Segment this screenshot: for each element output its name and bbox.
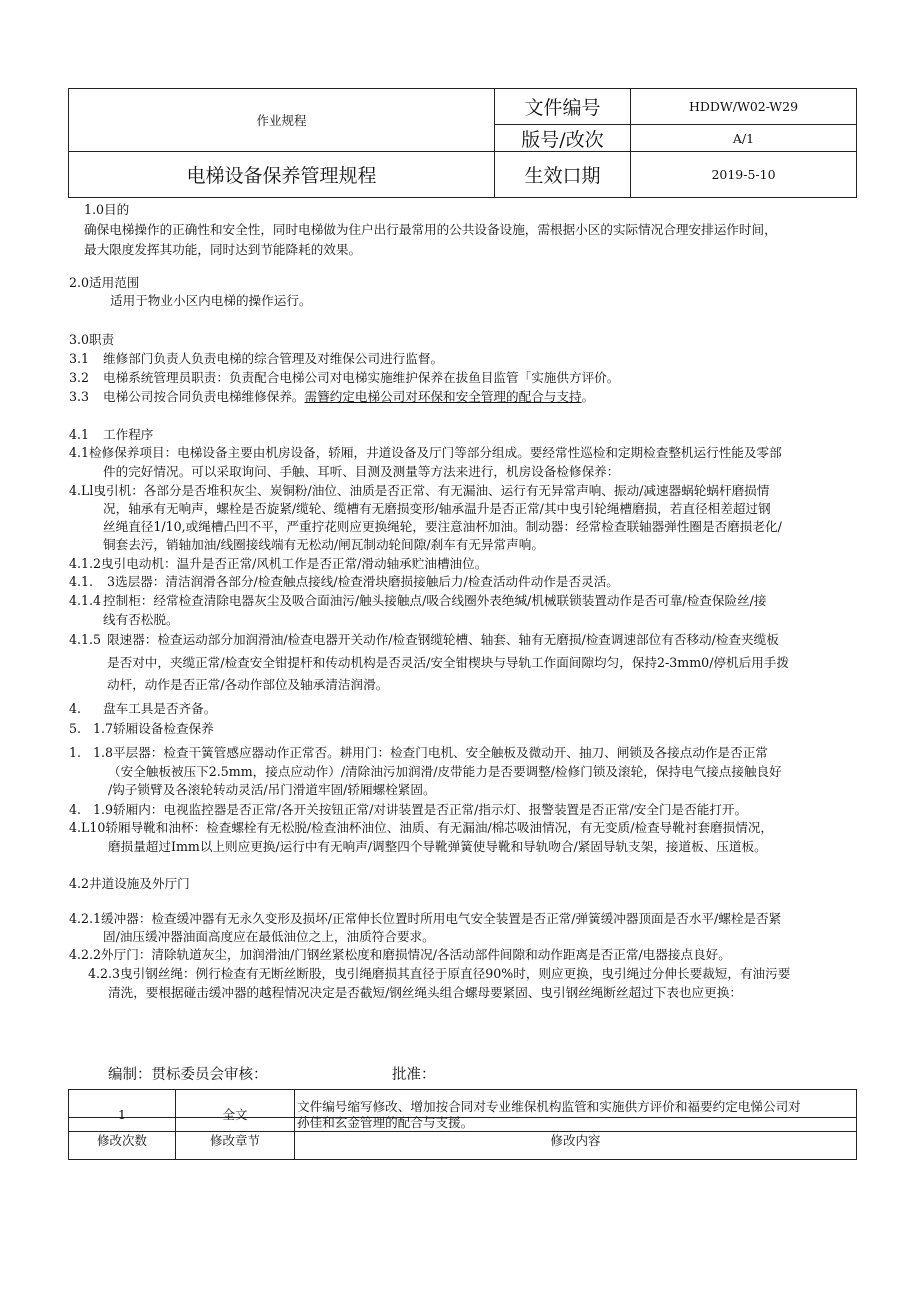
revision-content-cell: 文件编号缩写修改、增加按合同对专业维保机构监管和实施供方评价和福要约定电悌公司对 xyxy=(297,1099,801,1114)
paragraph: 动杆，动作是否正常/各动作部位及轴承清洁润滑。 xyxy=(107,677,389,692)
paragraph: 4.1.2曳引电动机：温升是否正常/风机工作是否正常/滑动轴承贮油槽油位。 xyxy=(69,556,488,571)
item-number: 3.3 xyxy=(69,389,90,404)
paragraph: 限速器：检查运动部分加润滑油/检查电器开关动作/检查钢缆轮槽、轴套、轴有无磨损/检查调速部位有否移动/检查夹缆板 xyxy=(107,632,779,647)
section-shaft-heading: 4.2井道设施及外厅门 xyxy=(69,876,190,891)
paragraph: 盘车工具是否齐备。 xyxy=(103,701,217,716)
paragraph: 4.1检修保养项目：电梯设备主要由机房设备，轿厢，井道设备及厅门等部分组成。要经常性巡检和定期检查整机运行性能及零部 xyxy=(69,445,782,460)
item-number: 4. xyxy=(69,701,82,716)
paragraph: 3选层器：清洁润滑各部分/检查触点接线/检查滑块磨损接触后力/检查活动件动作是否灵活。 xyxy=(107,574,619,589)
column-header-content: 修改内容 xyxy=(550,1133,601,1148)
paragraph: 最大限度发挥其功能，同时达到节能降耗的效果。 xyxy=(84,242,362,257)
section-procedure-heading: 工作程序 xyxy=(103,427,154,442)
approver-label: 批准： xyxy=(392,1067,436,1083)
paragraph: 4.2.2外厅门：清除轨道灰尘，加润滑油/门钢丝紧松度和磨损情况/各活动部件间隙和动作距离是否正常/电器接点良好。 xyxy=(69,947,731,962)
doc-category: 作业规程 xyxy=(256,113,307,128)
editor-reviewer-label: 编制：贯标委员会审核： xyxy=(108,1067,268,1083)
paragraph: 4.Ll曳引机：各部分是否堆积灰尘、炭铜粉/油位、油质是否正常、有无漏油、运行有无异常声响、振动/减速器蜗轮蜗杆磨损情 xyxy=(69,483,770,498)
section-scope-heading: 2.0适用范围 xyxy=(69,275,140,290)
column-header-chapter: 修改章节 xyxy=(209,1133,260,1148)
paragraph: 磨损量超过Imm以上则应更换/运行中有无响声/调整四个导靴弹簧使导靴和导轨吻合/紧固导轨支架，接道板、压道板。 xyxy=(108,839,767,854)
version-value: A/1 xyxy=(732,130,755,146)
section-purpose-heading: 1.0目的 xyxy=(84,202,130,217)
item-number: 4.1.4 xyxy=(69,593,102,608)
paragraph: （安全触板被压下2.5mm，接点应动作）/清除油污加润滑/皮带能力是否要调整/检修门锁及滚轮，保持电气接点接触良好 xyxy=(108,764,782,779)
paragraph: 维修部门负责人负责电梯的综合管理及对维保公司进行监督。 xyxy=(103,351,444,366)
file-no-value: HDDW/W02-W29 xyxy=(688,99,799,114)
item-number: 1. xyxy=(69,745,82,760)
item-number: 3.1 xyxy=(69,351,90,366)
file-no-label: 文件编号 xyxy=(524,97,601,119)
item-number: 4.1 xyxy=(69,427,90,442)
section-duty-heading: 3.0职责 xyxy=(69,332,115,347)
item-number: 4. xyxy=(69,802,82,817)
item-number: 5. xyxy=(69,721,82,736)
item-number: 4.1. xyxy=(69,574,94,589)
paragraph: 线有否松脱。 xyxy=(103,612,179,627)
paragraph: 1.7轿厢设备检查保养 xyxy=(93,721,214,736)
paragraph: 是否对中，夹缆正常/检查安全钳提杆和传动机构是否灵活/安全钳楔块与导轨工作面间隙均匀，保持2-3mm0/停机后用手拨 xyxy=(107,655,789,670)
item-number: 3.2 xyxy=(69,370,90,385)
paragraph: 丝绳直径1/10,或绳槽凸凹不平，严重拧花则应更换绳轮，要注意油杯加油。制动器：经常检查联轴器弹性圈是否磨损老化/ xyxy=(103,519,782,534)
paragraph: 4.L10轿厢导靴和油杯：检查螺栓有无松脱/检查油杯油位、油质、有无漏油/棉芯吸油情况，有无变质/检查导靴衬套磨损情况， xyxy=(69,820,774,835)
paragraph: 4.2.3曳引钢丝绳：例行检查有无断丝断股，曳引绳磨损其直径于原直径90%时，则应更换，曳引绳过分伸长要裁短，有油污要 xyxy=(88,966,791,981)
paragraph: 4.2.1缓冲器：检查缓冲器有无永久变形及损坏/正常伸长位置时所用电气安全装置是否正常/弹簧缓冲器顶面是否水平/螺栓是否紧 xyxy=(69,911,782,926)
paragraph: 适用于物业小区内电梯的操作运行。 xyxy=(110,293,312,308)
paragraph: 1.9轿厢内：电视监控器是否正常/各开关按钮正常/对讲装置是否正常/指示灯、报警装置是否正常/安全门是否能打开。 xyxy=(93,802,748,817)
item-number: 4.1.5 xyxy=(69,632,102,647)
paragraph: 固/油压缓冲器油面高度应在最低油位之上，油质符合要求。 xyxy=(103,929,435,944)
revision-chapter-cell: 全文 xyxy=(222,1107,248,1122)
revision-content-cell: 孙佳和玄金管理的配合与支援。 xyxy=(297,1115,474,1130)
paragraph: 件的完好情况。可以采取询问、手触、耳听、目测及测量等方法来进行，机房设备检修保养： xyxy=(103,464,620,479)
effective-date-label: 生效口期 xyxy=(524,165,601,187)
revision-count-cell: 1 xyxy=(118,1106,126,1122)
paragraph: 1.8平层器：检查干簧管感应器动作正常否。耕用门：检查门电机、安全触板及微动开、抽刀、闸锁及各接点动作是否正常 xyxy=(93,745,768,760)
paragraph: 况，轴承有无响声，螺栓是否旋紧/缆轮、缆槽有无磨损变形/轴承温升是否正常/其中曳引轮绳槽磨损，若直径相差超过钢 xyxy=(103,501,771,516)
paragraph: 控制柜：经常检查清除电器灰尘及吸合面油污/触头接触点/吸合线圈外表绝缄/机械联锁装置动作是否可靠/检查保险丝/接 xyxy=(103,593,767,608)
paragraph: /钩子锁臂及各滚轮转动灵活/吊门滑道牢固/轿厢螺栓紧固。 xyxy=(108,782,436,797)
effective-date-value: 2019-5-10 xyxy=(711,167,776,182)
paragraph: 确保电梯操作的正确性和安全性，同时电梯做为住户出行最常用的公共设备设施，需根据小区的实际情况合理安排运作时间， xyxy=(84,222,777,237)
version-label: 版号/改次 xyxy=(521,128,604,151)
doc-title: 电梯设备保养管理规程 xyxy=(186,165,377,187)
paragraph: 电梯系统管理员职责：负责配合电梯公司对电梯实施维护保养在拔鱼目监管「实施供方评价。 xyxy=(103,370,620,385)
paragraph: 电梯公司按合同负责电梯维修保养。需簪约定电梯公司对环保和安全管理的配合与支持。 xyxy=(103,389,595,404)
paragraph: 铜套去污，销轴加油/线圈接线端有无松动/闸瓦制动轮间隙/刹车有无异常声响。 xyxy=(103,537,544,552)
underlined-text: 需簪约定电梯公司对环保和安全管理的配合与支持 xyxy=(304,389,582,404)
column-header-count: 修改次数 xyxy=(96,1133,147,1148)
paragraph: 清洗，要根据碰击缓冲器的越程情况决定是否截短/钢丝绳头组合螺母要紧固、曳引钢丝绳断丝超过下表也应更换： xyxy=(108,985,742,1000)
